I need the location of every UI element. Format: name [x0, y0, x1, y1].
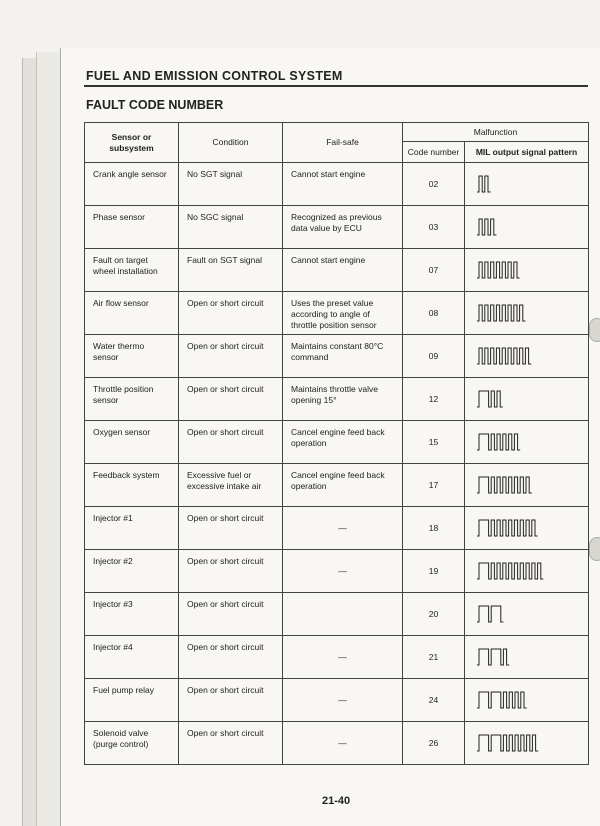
failsafe-cell: —	[283, 679, 403, 722]
code-number-cell: 03	[403, 206, 465, 249]
code-number-cell: 09	[403, 335, 465, 378]
binder-hole-1	[589, 318, 600, 342]
sensor-cell: Air flow sensor	[85, 292, 179, 335]
condition-cell: Open or short circuit	[179, 593, 283, 636]
code-number-cell: 18	[403, 507, 465, 550]
mil-signal-pattern	[477, 303, 532, 323]
pulse-line	[477, 606, 503, 622]
condition-cell: Fault on SGT signal	[179, 249, 283, 292]
sensor-cell: Oxygen sensor	[85, 421, 179, 464]
table-row	[85, 249, 589, 292]
condition-cell: Open or short circuit	[179, 292, 283, 335]
mil-signal-pattern	[477, 217, 503, 237]
mil-signal-pattern	[477, 260, 526, 280]
table-row	[85, 550, 589, 593]
failsafe-cell: —	[283, 636, 403, 679]
mil-pattern-cell	[465, 464, 589, 507]
condition-cell: Open or short circuit	[179, 550, 283, 593]
failsafe-cell: Cancel engine feed back operation	[283, 464, 403, 507]
table-row	[85, 378, 589, 421]
header-rule	[84, 85, 588, 87]
mil-pattern-cell	[465, 636, 589, 679]
fault-code-table	[84, 122, 589, 765]
condition-cell: No SGT signal	[179, 163, 283, 206]
table-row	[85, 421, 589, 464]
mil-pattern-cell	[465, 378, 589, 421]
table-row	[85, 679, 589, 722]
sensor-cell: Throttle position sensor	[85, 378, 179, 421]
mil-signal-pattern	[477, 346, 538, 366]
failsafe-cell: Recognized as previous data value by ECU	[283, 206, 403, 249]
table-row	[85, 163, 589, 206]
condition-cell: Open or short circuit	[179, 679, 283, 722]
mil-pattern-cell	[465, 679, 589, 722]
mil-pattern-cell	[465, 550, 589, 593]
pulse-line	[477, 563, 543, 579]
sensor-cell: Crank angle sensor	[85, 163, 179, 206]
failsafe-cell: Cannot start engine	[283, 249, 403, 292]
mil-signal-pattern	[477, 432, 527, 452]
mil-pattern-cell	[465, 507, 589, 550]
pulse-line	[477, 176, 491, 192]
table-row	[85, 292, 589, 335]
pulse-line	[477, 434, 520, 450]
mil-pattern-cell	[465, 722, 589, 765]
code-number-cell: 24	[403, 679, 465, 722]
pulse-line	[477, 391, 503, 407]
condition-cell: Open or short circuit	[179, 421, 283, 464]
sensor-cell: Injector #2	[85, 550, 179, 593]
table-row	[85, 335, 589, 378]
condition-cell: Open or short circuit	[179, 335, 283, 378]
col-header-sensor: Sensor or subsystem	[85, 123, 179, 163]
page-number: 21-40	[322, 795, 351, 807]
pulse-line	[477, 649, 509, 665]
code-number-cell: 21	[403, 636, 465, 679]
mil-pattern-cell	[465, 421, 589, 464]
code-number-cell: 15	[403, 421, 465, 464]
code-number-cell: 07	[403, 249, 465, 292]
section-title: FUEL AND EMISSION CONTROL SYSTEM	[86, 69, 343, 83]
sensor-cell: Injector #3	[85, 593, 179, 636]
code-number-cell: 26	[403, 722, 465, 765]
col-header-malfunction: Malfunction	[403, 123, 589, 142]
failsafe-cell: Uses the preset value according to angle of throttle position sensor	[283, 292, 403, 335]
pulse-line	[477, 692, 527, 708]
pulse-line	[477, 735, 538, 751]
table-row	[85, 636, 589, 679]
pulse-line	[477, 348, 531, 364]
mil-signal-pattern	[477, 690, 533, 710]
condition-cell: Open or short circuit	[179, 378, 283, 421]
col-header-failsafe: Fail-safe	[283, 123, 403, 163]
underlying-page-edge-2	[36, 52, 61, 826]
code-number-cell: 20	[403, 593, 465, 636]
mil-signal-pattern	[477, 561, 550, 581]
sensor-cell: Phase sensor	[85, 206, 179, 249]
sensor-cell: Injector #4	[85, 636, 179, 679]
mil-pattern-cell	[465, 206, 589, 249]
failsafe-cell: —	[283, 722, 403, 765]
failsafe-cell: Maintains throttle valve opening 15°	[283, 378, 403, 421]
mil-pattern-cell	[465, 163, 589, 206]
table-row	[85, 206, 589, 249]
code-number-cell: 12	[403, 378, 465, 421]
mil-pattern-cell	[465, 249, 589, 292]
code-number-cell: 08	[403, 292, 465, 335]
table-row	[85, 722, 589, 765]
page-subtitle: FAULT CODE NUMBER	[86, 98, 224, 112]
binder-hole-2	[589, 537, 600, 561]
failsafe-cell: —	[283, 550, 403, 593]
sensor-cell: Water thermo sensor	[85, 335, 179, 378]
sensor-cell: Solenoid valve (purge control)	[85, 722, 179, 765]
condition-cell: No SGC signal	[179, 206, 283, 249]
condition-cell: Open or short circuit	[179, 507, 283, 550]
col-header-pattern: MIL output signal pattern	[465, 142, 589, 163]
mil-signal-pattern	[477, 733, 545, 753]
mil-signal-pattern	[477, 174, 497, 194]
failsafe-cell: Maintains constant 80°C command	[283, 335, 403, 378]
sensor-cell: Feedback system	[85, 464, 179, 507]
table-row	[85, 593, 589, 636]
code-number-cell: 19	[403, 550, 465, 593]
mil-signal-pattern	[477, 389, 509, 409]
code-number-cell: 02	[403, 163, 465, 206]
code-number-cell: 17	[403, 464, 465, 507]
mil-signal-pattern	[477, 647, 516, 667]
col-header-code: Code number	[403, 142, 465, 163]
pulse-line	[477, 219, 496, 235]
mil-signal-pattern	[477, 518, 544, 538]
failsafe-cell	[283, 593, 403, 636]
sensor-cell: Injector #1	[85, 507, 179, 550]
pulse-line	[477, 520, 538, 536]
table-row	[85, 464, 589, 507]
condition-cell: Excessive fuel or excessive intake air	[179, 464, 283, 507]
pulse-line	[477, 477, 532, 493]
condition-cell: Open or short circuit	[179, 636, 283, 679]
failsafe-cell: Cancel engine feed back operation	[283, 421, 403, 464]
mil-signal-pattern	[477, 604, 510, 624]
pulse-line	[477, 262, 520, 278]
mil-signal-pattern	[477, 475, 538, 495]
mil-pattern-cell	[465, 593, 589, 636]
failsafe-cell: Cannot start engine	[283, 163, 403, 206]
sensor-cell: Fuel pump relay	[85, 679, 179, 722]
col-header-condition: Condition	[179, 123, 283, 163]
mil-pattern-cell	[465, 292, 589, 335]
condition-cell: Open or short circuit	[179, 722, 283, 765]
pulse-line	[477, 305, 525, 321]
failsafe-cell: —	[283, 507, 403, 550]
sensor-cell: Fault on target wheel installation	[85, 249, 179, 292]
table-row	[85, 507, 589, 550]
mil-pattern-cell	[465, 335, 589, 378]
